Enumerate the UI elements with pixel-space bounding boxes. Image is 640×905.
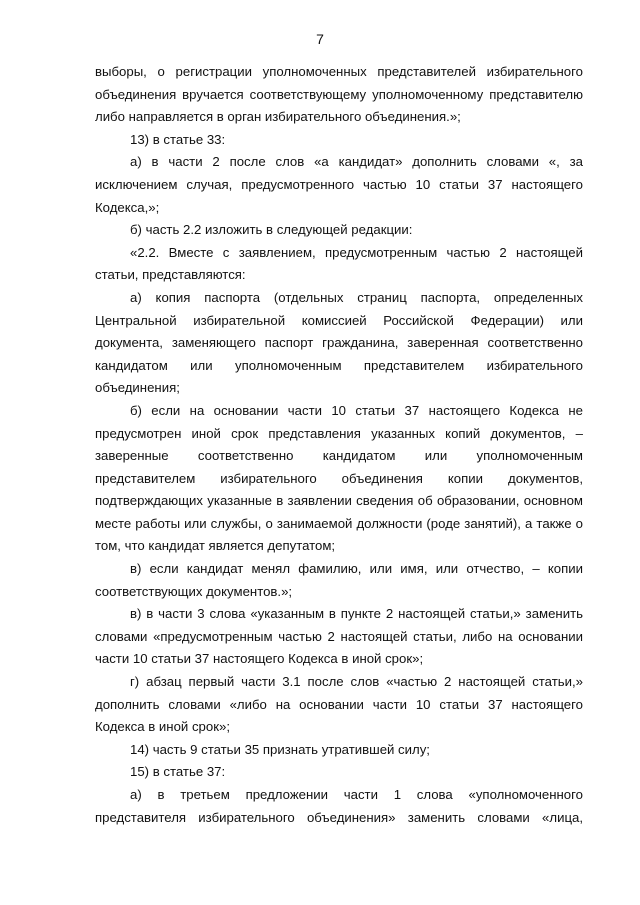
- paragraph-item-13c: в) в части 3 слова «указанным в пункте 2 настоящей статьи,» заменить словами «предусмотренным частью 2 настоящей статьи, либо на основании части 10 статьи 37 настоящего Кодекса в иной срок»;: [95, 606, 583, 667]
- paragraph-item-13b: б) часть 2.2 изложить в следующей редакции:: [130, 222, 413, 238]
- paragraph-clause-2-2-c: в) если кандидат менял фамилию, или имя, или отчество, – копии соответствующих документов.»;: [95, 561, 583, 599]
- page-number: 7: [316, 31, 324, 47]
- paragraph-item-13: 13) в статье 33:: [130, 131, 226, 147]
- paragraph-item-14: 14) часть 9 статьи 35 признать утратившей силу;: [130, 741, 430, 757]
- paragraph-item-13a: а) в части 2 после слов «а кандидат» дополнить словами «, за исключением случая, предусмотренного частью 10 статьи 37 настоящего Кодекса,»;: [95, 154, 583, 215]
- paragraph-clause-2-2-b: б) если на основании части 10 статьи 37 настоящего Кодекса не предусмотрен иной срок представления указанных копий документов, – заверенные соответственно кандидатом или уполномоченным представителем избирательного объединения копии документов, подтверждающих указанные в заявлении сведения об образовании, основном месте работы или службы, о занимаемой должности (роде занятий), а также о том, что кандидат является депутатом;: [95, 402, 583, 554]
- paragraph-clause-2-2-a: а) копия паспорта (отдельных страниц паспорта, определенных Центральной избирательной комиссией Российской Федерации) или документа, заменяющего паспорт гражданина, заверенная соответственно кандидатом или уполномоченным представителем избирательного объединения;: [95, 289, 583, 396]
- document-body: [95, 61, 583, 829]
- paragraph-item-13d: г) абзац первый части 3.1 после слов «частью 2 настоящей статьи,» дополнить словами «либо на основании части 10 статьи 37 настоящего Кодекса в иной срок»;: [95, 674, 583, 735]
- paragraph-clause-2-2: «2.2. Вместе с заявлением, предусмотренным частью 2 настоящей статьи, представляются:: [95, 244, 583, 283]
- paragraph-continuation: выборы, о регистрации уполномоченных представителей избирательного объединения вручается соответствующему уполномоченному представителю либо направляется в орган избирательного объединения.»;: [95, 64, 583, 125]
- paragraph-item-15a: а) в третьем предложении части 1 слова «уполномоченного представителя избирательного объединения» заменить словами «лица,: [95, 787, 583, 825]
- paragraph-item-15: 15) в статье 37:: [130, 764, 226, 780]
